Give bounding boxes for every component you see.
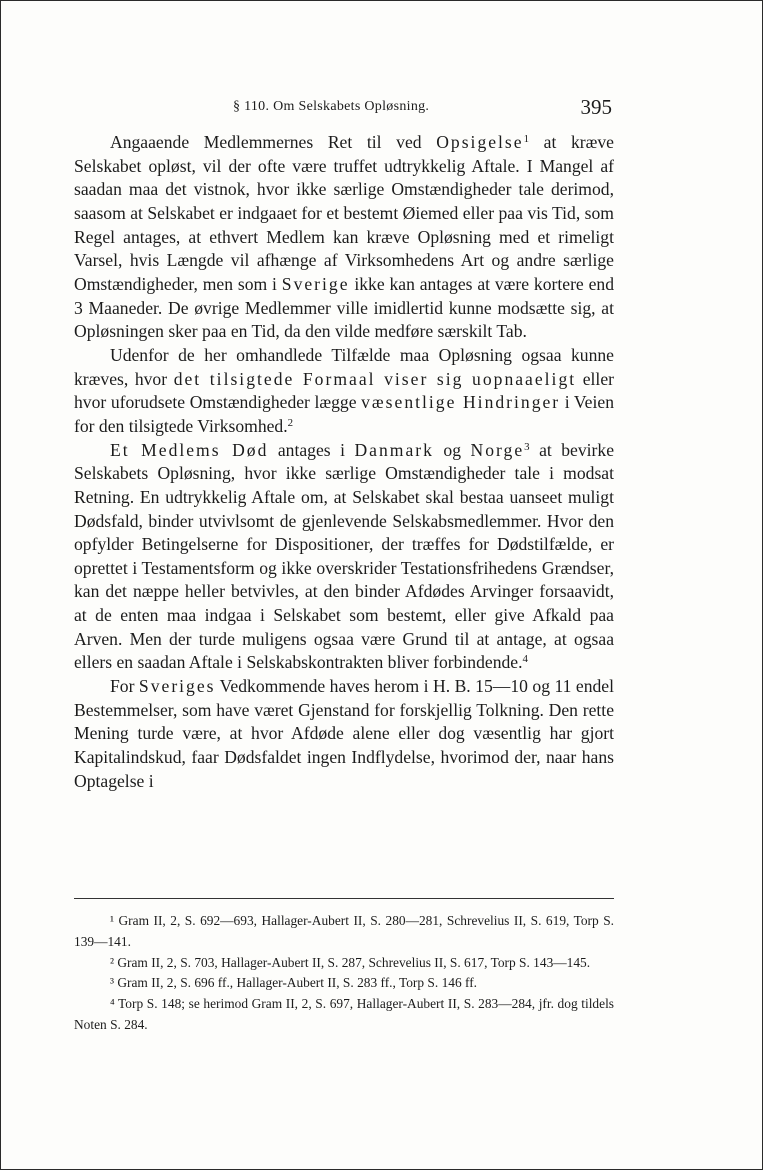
page-number: 395 xyxy=(580,95,612,119)
text-run: Angaaende Medlemmernes Ret til ved xyxy=(110,132,437,152)
footnote-ref: 4 xyxy=(522,653,528,666)
spaced-emphasis: væsentlige Hindringer xyxy=(361,392,561,413)
text-run: i Veien for den tilsigtede Virksomhed. xyxy=(74,392,614,436)
running-head: § 110. Om Selskabets Opløsning. xyxy=(233,99,430,114)
text-run: ikke kan antages at være kortere end 3 Maaneder. De øvrige Medlemmer ville imidlertid kunne modsætte sig, at Opløsningen sker paa en Tid, da den vilde medføre særskilt Tab. xyxy=(74,273,614,342)
text-run: at kræve Selskabet opløst, vil der ofte være truffet udtrykkelig Aftale. I Mangel af saadan maa det vistnok, hvor ikke særlige Omstændigheder tale derimod, saasom at Selskabet er indgaaet for et bestemt Øiemed eller paa vis Tid, som Regel antages, at ethvert Medlem kan kræve Opløsning med et rimeligt Varsel, hvis Længde vil afhænge af Virksomhedens Art og andre særlige Omstændigheder, men som i xyxy=(74,132,614,294)
text-run: eller hvor uforudsete Omstændigheder lægge xyxy=(74,368,614,413)
footnote-3: ³ Gram II, 2, S. 696 ff., Hallager-Aubert II, S. 283 ff., Torp S. 146 ff. xyxy=(110,975,478,991)
paragraph-3 xyxy=(74,439,614,676)
body-text xyxy=(74,131,614,793)
spaced-emphasis: Sveriges xyxy=(138,676,216,697)
text-run: Vedkommende haves herom i H. B. 15—10 og 11 endel Bestemmelser, som have været Gjenstand for forskjellig Tolkning. Den rette Mening turde være, at hvor Afdøde alene eller dog væsentlig har gjort Kapitalindskud, faar Dødsfaldet ingen Indflydelse, hvorimod der, naar hans Optagelse i xyxy=(74,676,615,791)
text-run: For xyxy=(110,676,139,697)
footnote-ref: 3 xyxy=(524,440,530,453)
text-run: antages i xyxy=(268,439,355,460)
page-header xyxy=(1,95,762,129)
spaced-emphasis: Danmark xyxy=(354,439,434,460)
footnote-2: ² Gram II, 2, S. 703, Hallager-Aubert II, S. 287, Schrevelius II, S. 617, Torp S. 143—145. xyxy=(110,954,591,970)
paragraph-4 xyxy=(74,675,614,793)
spaced-emphasis: Et Medlems Død xyxy=(110,439,269,460)
spaced-emphasis: det tilsigtede Formaal viser sig uopnaaeligt xyxy=(173,368,577,389)
footnotes xyxy=(74,911,614,1036)
footnote-1: ¹ Gram II, 2, S. 692—693, Hallager-Aubert II, S. 280—281, Schrevelius II, S. 619, Torp S. 139—141. xyxy=(74,913,614,949)
text-run: og xyxy=(433,439,471,460)
footnote-ref: 1 xyxy=(523,133,530,145)
spaced-emphasis: Sverige xyxy=(281,273,350,294)
paragraph-1 xyxy=(74,131,614,344)
footnote-4: ⁴ Torp S. 148; se herimod Gram II, 2, S. 697, Hallager-Aubert II, S. 283—284, jfr. dog tildels Noten S. 284. xyxy=(74,996,614,1032)
paragraph-2 xyxy=(74,344,614,439)
footnote-divider xyxy=(74,898,614,899)
spaced-emphasis: Opsigelse xyxy=(436,132,524,152)
footnote-ref: 2 xyxy=(287,416,294,429)
spaced-emphasis: Norge xyxy=(470,439,525,460)
text-run: Udenfor de her omhandlede Tilfælde maa Opløsning ogsaa kunne kræves, hvor xyxy=(74,344,614,389)
text-run: at bevirke Selskabets Opløsning, hvor ikke særlige Omstændigheder tale i modsat Retning. En udtrykkelig Aftale om, at Selskabet skal bestaa uanseet muligt Dødsfald, binder utvivlsomt de gjenlevende Selskabsmedlemmer. Hvor den opfylder Betingelserne for Dispositioner, der træffes for Dødstilfælde, er oprettet i Testamentsform og ikke overskrider Testationsfrihedens Grændser, kan det næppe heller betvivles, at den binder Afdødes Arvinger forsaavidt, at de enten maa indgaa i Selskabet som bestemt, eller give Afkald paa Arven. Men der turde muligens ogsaa være Grund til at antage, at ogsaa ellers en saadan Aftale i Selskabskontrakten bliver forbindende. xyxy=(74,439,615,673)
